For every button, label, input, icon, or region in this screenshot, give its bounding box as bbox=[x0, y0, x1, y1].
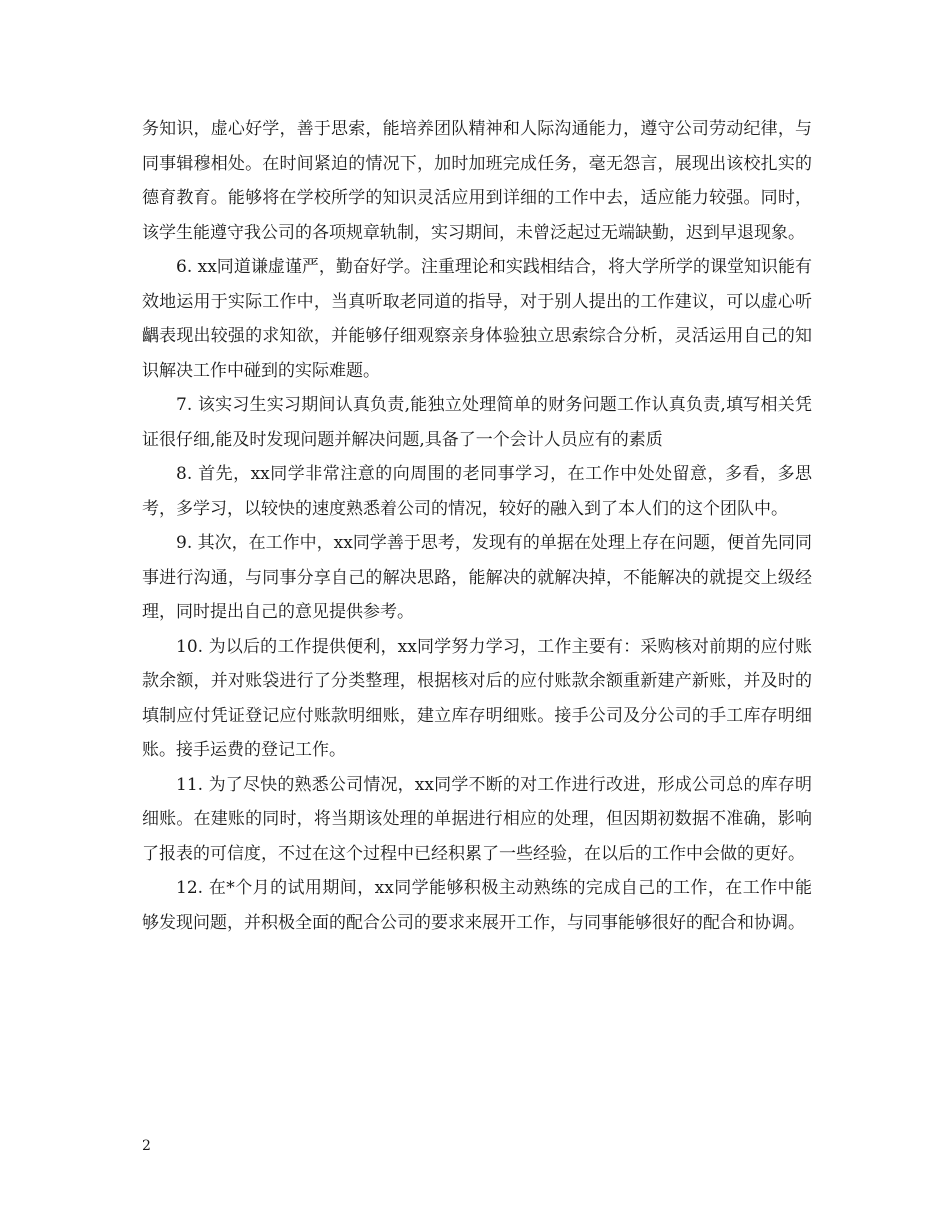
paragraph-item-11: 11. 为了尽快的熟悉公司情况，xx同学不断的对工作进行改进，形成公司总的库存明细账。在建账的同时，将当期该处理的单据进行相应的处理，但因期初数据不准确，影响了报表的可信度，不过在这个过程中已经积累了一些经验，在以后的工作中会做的更好。 bbox=[142, 774, 812, 864]
paragraph-item-6: 6. xx同道谦虚谨严，勤奋好学。注重理论和实践相结合，将大学所学的课堂知识能有效地运用于实际工作中，当真听取老同道的指导，对于别人提出的工作建议，可以虚心听齵表现出较强的求知欲，并能够仔细观察亲身体验独立思索综合分析，灵活运用自己的知识解决工作中碰到的实际难题。 bbox=[142, 257, 812, 381]
paragraph-continuation: 务知识，虚心好学，善于思索，能培养团队精神和人际沟通能力，遵守公司劳动纪律，与同事辑穆相处。在时间紧迫的情况下，加时加班完成任务，毫无怨言，展现出该校扎实的德育教育。能够将在学校所学的知识灵活应用到详细的工作中去，适应能力较强。同时，该学生能遵守我公司的各项规章轨制，实习期间，未曾泛起过无端缺勤，迟到早退现象。 bbox=[142, 119, 812, 243]
paragraph-item-8: 8. 首先，xx同学非常注意的向周围的老同事学习，在工作中处处留意，多看，多思考，多学习，以较快的速度熟悉着公司的情况，较好的融入到了本人们的这个团队中。 bbox=[142, 464, 812, 519]
paragraph-item-7: 7. 该实习生实习期间认真负责,能独立处理简单的财务问题工作认真负责,填写相关凭证很仔细,能及时发现问题并解决问题,具备了一个会计人员应有的素质 bbox=[142, 395, 812, 450]
paragraph-item-12: 12. 在*个月的试用期间，xx同学能够积极主动熟练的完成自己的工作，在工作中能够发现问题，并积极全面的配合公司的要求来展开工作，与同事能够很好的配合和协调。 bbox=[142, 878, 812, 933]
document-body bbox=[142, 112, 812, 940]
paragraph-item-10: 10. 为以后的工作提供便利，xx同学努力学习，工作主要有：采购核对前期的应付账款余额，并对账袋进行了分类整理，根据核对后的应付账款余额重新建产新账，并及时的填制应付凭证登记应付账款明细账，建立库存明细账。接手公司及分公司的手工库存明细账。接手运费的登记工作。 bbox=[142, 636, 812, 760]
paragraph-item-9: 9. 其次，在工作中，xx同学善于思考，发现有的单据在处理上存在问题，便首先同同事进行沟通，与同事分享自己的解决思路，能解决的就解决掉，不能解决的就提交上级经理，同时提出自己的意见提供参考。 bbox=[142, 533, 812, 622]
page-number: 2 bbox=[142, 1138, 151, 1154]
